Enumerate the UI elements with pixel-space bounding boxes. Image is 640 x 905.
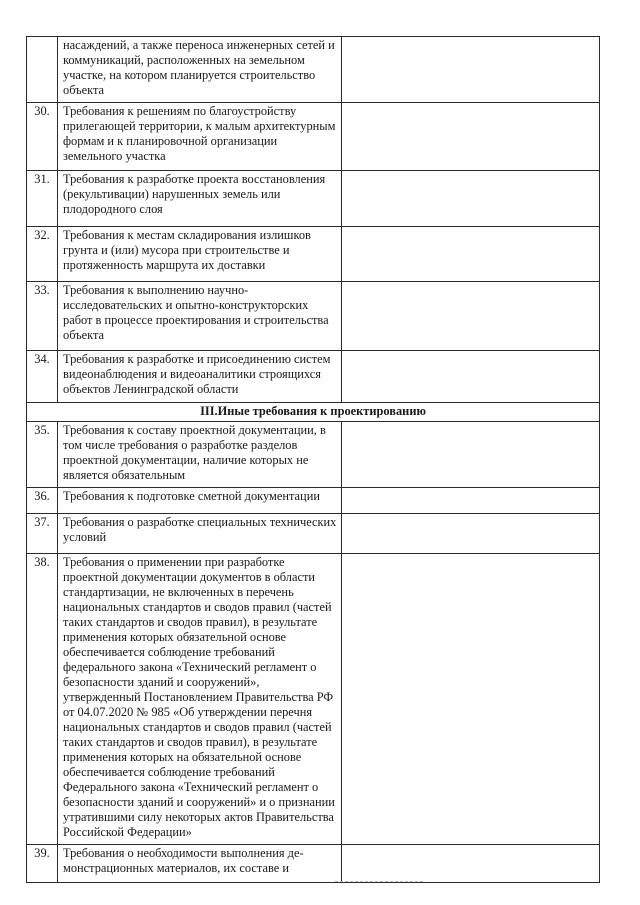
table-row xyxy=(27,103,600,171)
requirement-text: Требования к разработке и присоединению систем видеонаблюдения и видеоаналитики строящихся объектов Ленинградской области xyxy=(58,351,342,403)
row-number: 33. xyxy=(27,282,58,351)
row-number: 36. xyxy=(27,488,58,514)
table-row xyxy=(27,227,600,282)
requirement-value xyxy=(342,554,600,845)
row-number: 34. xyxy=(27,351,58,403)
requirement-text: Требования о разработке специальных технических условий xyxy=(58,514,342,554)
row-number: 31. xyxy=(27,171,58,227)
requirement-value xyxy=(342,845,600,883)
row-number: 38. xyxy=(27,554,58,845)
requirement-value xyxy=(342,103,600,171)
requirement-value xyxy=(342,351,600,403)
requirement-text: Требования о необходимости выполнения де-монстрационных материалов, их составе и xyxy=(58,845,342,883)
requirement-text: Требования к составу проектной документации, в том числе требования о разработке разделов проектной документации, наличие которых не является обязательным xyxy=(58,422,342,488)
table-row xyxy=(27,845,600,883)
section-title: III.Иные требования к проектированию xyxy=(27,403,600,422)
row-number: 32. xyxy=(27,227,58,282)
requirement-value xyxy=(342,37,600,103)
row-number: 37. xyxy=(27,514,58,554)
requirement-text: Требования к местам складирования излишков грунта и (или) мусора при строительстве и протяженность маршрута их доставки xyxy=(58,227,342,282)
table-row xyxy=(27,514,600,554)
requirement-text: Требования к выполнению научно-исследовательских и опытно-конструкторских работ в процессе проектирования и строительства объекта xyxy=(58,282,342,351)
table-row xyxy=(27,422,600,488)
table-row xyxy=(27,351,600,403)
requirement-value xyxy=(342,227,600,282)
table-row xyxy=(27,554,600,845)
requirement-value xyxy=(342,171,600,227)
requirement-value xyxy=(342,422,600,488)
row-number: 35. xyxy=(27,422,58,488)
requirement-text: Требования к подготовке сметной документации xyxy=(58,488,342,514)
scan-artifact-divider xyxy=(335,881,423,882)
requirement-text: Требования к решениям по благоустройству прилегающей территории, к малым архитектурным формам и к планировочной организации земельного участка xyxy=(58,103,342,171)
requirements-table xyxy=(26,36,600,883)
requirement-value xyxy=(342,488,600,514)
row-number: 39. xyxy=(27,845,58,883)
row-number: 30. xyxy=(27,103,58,171)
requirement-value xyxy=(342,282,600,351)
table-row xyxy=(27,37,600,103)
table-row xyxy=(27,488,600,514)
table-row xyxy=(27,171,600,227)
requirement-value xyxy=(342,514,600,554)
requirement-text: насаждений, а также переноса инженерных сетей и коммуникаций, расположенных на земельном участке, на котором планируется строительство объекта xyxy=(58,37,342,103)
requirement-text: Требования о применении при разработке проектной документации документов в области стандартизации, не включенных в перечень национальных стандартов и сводов правил (частей таких стандартов и сводов правил), в результате применения которых обязательной основе обеспечивается соблюдение требований федерального закона «Технический регламент о безопасности зданий и сооружений», утвержденный Постановлением Правительства РФ от 04.07.2020 № 985 «Об утверждении перечня национальных стандартов и сводов правил (частей таких стандартов и сводов правил), в результате применения которых на обязательной основе обеспечивается соблюдение требований Федерального закона «Технический регламент о безопасности зданий и сооружений» и о признании утратившими силу некоторых актов Правительства Российской Федерации» xyxy=(58,554,342,845)
table-row xyxy=(27,282,600,351)
requirement-text: Требования к разработке проекта восстановления (рекультивации) нарушенных земель или плодородного слоя xyxy=(58,171,342,227)
row-number xyxy=(27,37,58,103)
section-row xyxy=(27,403,600,422)
